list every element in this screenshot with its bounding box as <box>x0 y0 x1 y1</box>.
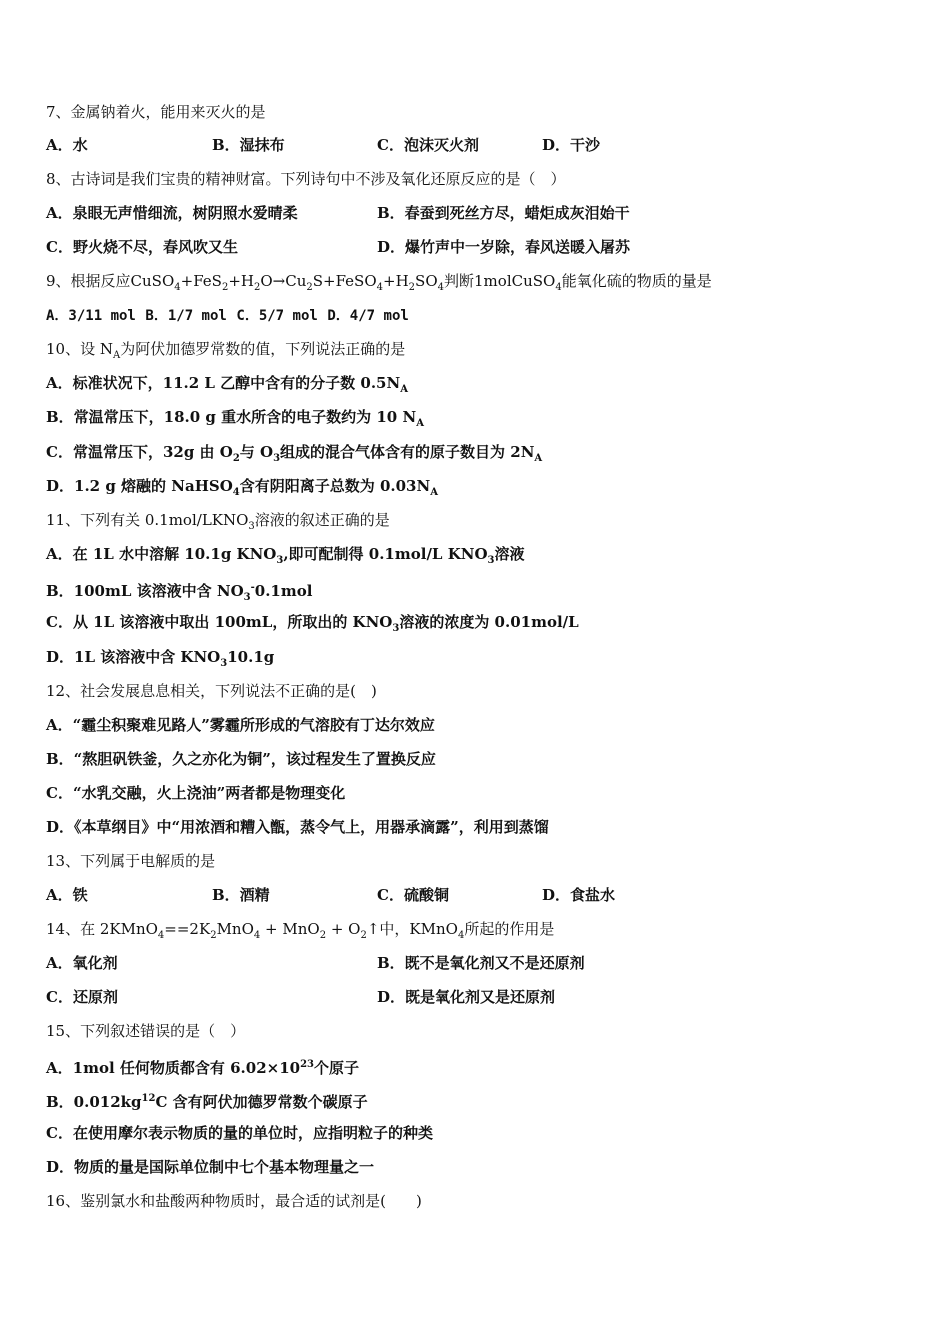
option-text: 含有阴阳离子总数为 0.03N <box>239 477 431 495</box>
subscript: 4 <box>555 282 562 293</box>
question-15-stem <box>46 1019 245 1043</box>
formula-part: 1molCuSO <box>474 272 556 290</box>
question-9-stem <box>46 269 712 293</box>
superscript: - <box>250 582 255 593</box>
option-text: B．0.012kg <box>46 1093 142 1111</box>
option-text: C．“水乳交融，火上浇油”两者都是物理变化 <box>46 784 346 802</box>
option-d: D．4/7 mol <box>327 308 409 324</box>
question-15-option-d <box>46 1155 374 1179</box>
option-a: A．泉眼无声惜细流，树阴照水爱晴柔 <box>46 204 298 222</box>
subscript: 2 <box>319 930 327 941</box>
option-a: A．3/11 mol <box>46 308 136 324</box>
question-text: 10、设 N <box>46 340 113 358</box>
option-text: A．1mol 任何物质都含有 6.02×10 <box>46 1059 301 1077</box>
question-text: 所起的作用是 <box>464 920 555 938</box>
option-d: D．爆竹声中一岁除，春风送暖入屠苏 <box>377 238 631 256</box>
question-text: 为阿伏加德罗常数的值，下列说法正确的是 <box>120 340 406 358</box>
question-11-option-b <box>46 576 313 603</box>
option-c: C．硫酸铜 <box>377 886 449 904</box>
question-text: 16、鉴别氯水和盐酸两种物质时，最合适的试剂是( ) <box>46 1192 422 1210</box>
option-a: A．氧化剂 <box>46 954 118 972</box>
option-d: D．干沙 <box>542 136 601 154</box>
question-text: 13、下列属于电解质的是 <box>46 852 216 870</box>
subscript: 2 <box>232 453 240 464</box>
subscript: A <box>112 350 121 361</box>
formula-part: O→Cu <box>260 272 307 290</box>
question-text: 8、古诗词是我们宝贵的精神财富。下列诗句中不涉及氧化还原反应的是（ ） <box>46 170 566 188</box>
option-text: A．标准状况下，11.2 L 乙醇中含有的分子数 0.5N <box>46 374 401 392</box>
option-text: 溶液的浓度为 0.01mol/L <box>399 613 579 631</box>
subscript: A <box>430 487 438 498</box>
subscript: 2 <box>360 930 367 941</box>
question-12-option-a <box>46 713 435 737</box>
subscript: A <box>534 453 543 464</box>
question-12-option-b <box>46 747 436 771</box>
subscript: 3 <box>487 555 495 566</box>
option-text: A．在 1L 水中溶解 10.1g KNO <box>46 545 277 563</box>
subscript: 4 <box>157 930 165 941</box>
subscript: A <box>400 384 408 395</box>
question-11-stem <box>46 508 390 532</box>
question-13-stem <box>46 849 215 873</box>
subscript: 4 <box>174 282 181 293</box>
subscript: 3 <box>248 521 255 532</box>
question-text: 15、下列叙述错误的是（ ） <box>46 1022 246 1040</box>
question-10-stem <box>46 337 405 361</box>
subscript: 4 <box>253 930 261 941</box>
formula-part: SO <box>415 272 438 290</box>
subscript: 3 <box>276 555 284 566</box>
question-8-stem <box>46 167 566 191</box>
subscript: 3 <box>273 453 281 464</box>
question-15-option-b <box>46 1087 368 1111</box>
question-10-option-d <box>46 474 438 498</box>
option-c: C．泡沫灭火剂 <box>377 136 479 154</box>
subscript: 2 <box>221 282 229 293</box>
option-text: 10.1g <box>227 648 275 666</box>
subscript: 2 <box>210 930 217 941</box>
question-text: 溶液的叙述正确的是 <box>254 511 390 529</box>
question-text: + MnO <box>260 920 320 938</box>
formula-part: +FeS <box>180 272 222 290</box>
question-text: 12、社会发展息息相关，下列说法不正确的是( ) <box>46 682 377 700</box>
option-text: D．1L 该溶液中含 KNO <box>46 648 221 666</box>
option-text: 个原子 <box>314 1059 360 1077</box>
question-text: MnO <box>216 920 254 938</box>
question-14-stem <box>46 917 554 941</box>
option-text: D．1.2 g 熔融的 NaHSO <box>46 477 233 495</box>
option-a: A．水 <box>46 136 88 154</box>
option-a: A．铁 <box>46 886 88 904</box>
option-text: C 含有阿伏加德罗常数个碳原子 <box>155 1093 368 1111</box>
question-11-option-a <box>46 542 525 566</box>
question-11-option-d <box>46 645 274 669</box>
option-b: B．春蚕到死丝方尽，蜡炬成灰泪始干 <box>377 204 630 222</box>
question-text: 9、根据反应 <box>46 272 131 290</box>
option-d: D．既是氧化剂又是还原剂 <box>377 988 556 1006</box>
option-text: 与 O <box>239 443 274 461</box>
question-10-option-a <box>46 371 408 395</box>
reaction-equation <box>130 272 444 293</box>
question-11-option-c <box>46 610 579 634</box>
question-10-option-b <box>46 405 424 429</box>
question-text: 7、金属钠着火，能用来灭火的是 <box>46 103 266 121</box>
question-text: ↑中，KMnO <box>366 920 458 938</box>
option-text: C．在使用摩尔表示物质的量的单位时，应指明粒子的种类 <box>46 1124 433 1142</box>
option-text: D．物质的量是国际单位制中七个基本物理量之一 <box>46 1158 375 1176</box>
subscript: A <box>416 418 424 429</box>
option-text: B．100mL 该溶液中含 NO <box>46 582 244 600</box>
subscript: 4 <box>232 487 240 498</box>
formula-part: +H <box>228 272 254 290</box>
question-text: 能氧化硫的物质的量是 <box>561 272 712 290</box>
option-c: C．5/7 mol <box>236 308 318 324</box>
subscript: 4 <box>457 930 465 941</box>
formula-part: +H <box>383 272 409 290</box>
option-text: A．“霾尘积聚难见路人”雾霾所形成的气溶胶有丁达尔效应 <box>46 716 435 734</box>
question-10-option-c <box>46 440 542 464</box>
option-text: 0.1mol <box>254 582 313 600</box>
option-text: C．从 1L 该溶液中取出 100mL，所取出的 KNO <box>46 613 393 631</box>
question-12-stem <box>46 679 377 703</box>
subscript: 4 <box>376 282 384 293</box>
formula-part: CuSO <box>130 272 175 290</box>
option-text: B．常温常压下，18.0 g 重水所含的电子数约为 10 N <box>46 408 417 426</box>
option-b: B．湿抹布 <box>212 136 285 154</box>
question-text: ==2K <box>164 920 211 938</box>
question-12-option-d <box>46 815 549 839</box>
question-text: + O <box>326 920 361 938</box>
superscript: 12 <box>141 1093 156 1104</box>
subscript: 3 <box>243 592 251 603</box>
option-text: ,即可配制得 0.1mol/L KNO <box>283 545 488 563</box>
question-text: 判断 <box>444 272 475 290</box>
question-7-stem <box>46 100 266 124</box>
option-d: D．食盐水 <box>542 886 616 904</box>
subscript: 2 <box>408 282 416 293</box>
question-15-option-a <box>46 1053 359 1077</box>
question-12-option-c <box>46 781 345 805</box>
subscript: 2 <box>253 282 261 293</box>
question-text: 14、在 2KMnO <box>46 920 158 938</box>
option-text: D．《本草纲目》中“用浓酒和糟入甑，蒸令气上，用器承滴露”，利用到蒸馏 <box>46 818 549 836</box>
subscript: 3 <box>392 623 400 634</box>
option-text: 溶液 <box>494 545 525 563</box>
question-9-options <box>46 303 409 327</box>
question-16-stem <box>46 1189 422 1213</box>
option-b: B．既不是氧化剂又不是还原剂 <box>377 954 585 972</box>
question-15-option-c <box>46 1121 433 1145</box>
superscript: 23 <box>300 1059 314 1070</box>
question-text: 11、下列有关 0.1mol/LKNO <box>46 511 249 529</box>
option-text: C．常温常压下，32g 由 O <box>46 443 233 461</box>
option-text: 组成的混合气体含有的原子数目为 2N <box>280 443 535 461</box>
formula-part: S+FeSO <box>312 272 377 290</box>
subscript: 2 <box>306 282 313 293</box>
subscript: 4 <box>437 282 444 293</box>
option-text: B．“熬胆矾铁釜，久之亦化为铜”，该过程发生了置换反应 <box>46 750 436 768</box>
option-b: B．1/7 mol <box>145 308 227 324</box>
option-b: B．酒精 <box>212 886 270 904</box>
option-c: C．还原剂 <box>46 988 118 1006</box>
subscript: 3 <box>220 658 228 669</box>
option-c: C．野火烧不尽，春风吹又生 <box>46 238 238 256</box>
